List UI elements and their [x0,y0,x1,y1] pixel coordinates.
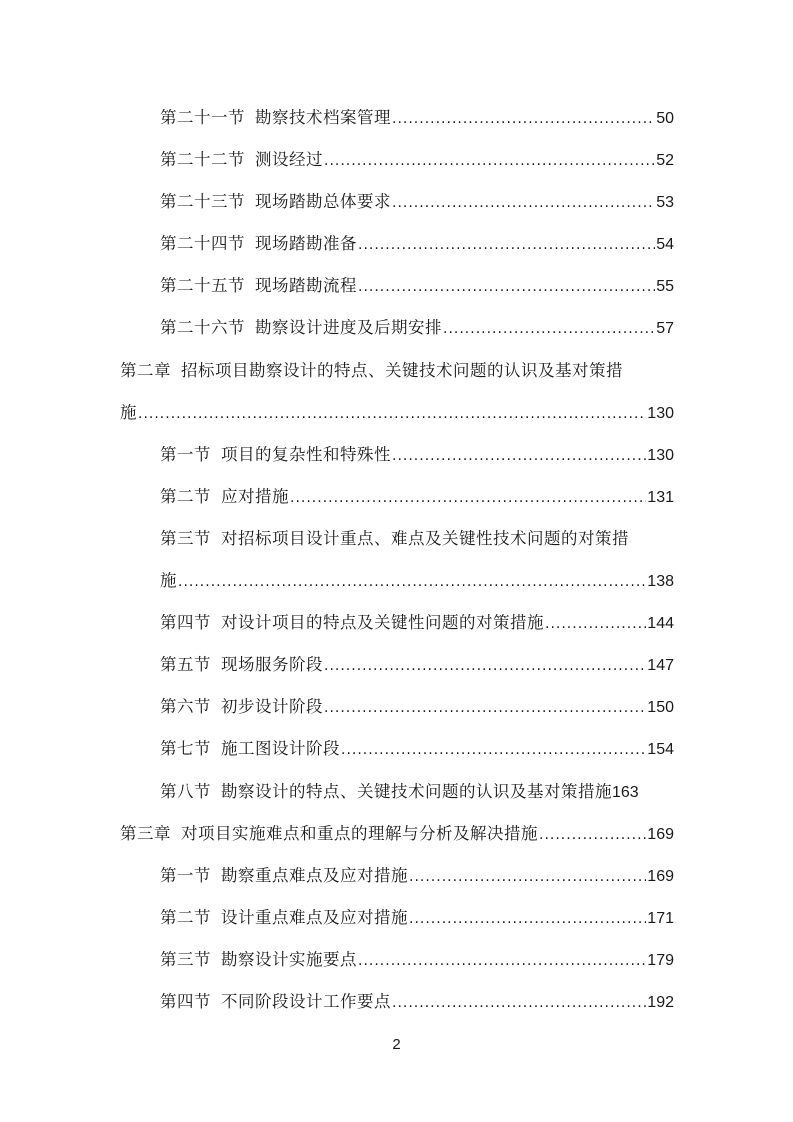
toc-entry-page: 54 [656,236,674,254]
toc-entry[interactable] [120,434,674,476]
toc-entry[interactable] [120,644,674,686]
dot-leader [443,308,655,350]
dot-leader [324,140,655,182]
toc-entry-continuation[interactable] [120,560,674,602]
toc-entry-number: 第五节 [160,655,211,675]
toc-entry-page: 169 [647,825,674,843]
toc-entry-title: 勘察技术档案管理 [255,108,391,127]
toc-entry-number: 第二十四节 [160,234,245,254]
toc-entry-page: 150 [647,699,674,717]
toc-entry-page: 179 [647,951,674,969]
toc-entry[interactable] [120,602,674,644]
toc-entry-title: 应对措施 [221,486,289,506]
toc-entry-number: 第二节 [160,907,211,927]
toc-entry-page: 50 [656,110,674,127]
toc-entry-title: 现场踏勘准备 [255,234,357,254]
toc-entry-number: 第六节 [160,697,211,717]
toc-entry[interactable] [120,307,674,349]
toc-entry-title: 招标项目勘察设计的特点、关键技术问题的认识及基对策措 [181,360,623,380]
toc-entry[interactable] [120,686,674,728]
toc-entry-page: 147 [647,657,674,675]
toc-entry-page: 131 [647,488,674,506]
toc-entry-title-continuation: 施 [160,571,177,591]
dot-leader [539,814,646,856]
toc-entry-title: 勘察设计进度及后期安排 [255,318,442,338]
toc-entry[interactable] [120,139,674,181]
dot-leader [545,603,646,645]
toc-entry-title: 不同阶段设计工作要点 [221,991,391,1011]
dot-leader [358,940,646,982]
toc-entry-number: 第一节 [160,865,211,885]
toc-entry-page: 57 [656,320,674,338]
toc-entry-number: 第七节 [160,739,211,759]
toc-entry-page: 169 [647,867,674,885]
toc-entry-title: 现场踏勘流程 [255,276,357,296]
toc-entry-number: 第二十二节 [160,150,245,170]
table-of-contents [120,97,674,1023]
toc-entry-number: 第二十三节 [160,192,245,212]
toc-entry[interactable] [120,223,674,265]
toc-entry-number: 第三章 [120,823,171,843]
dot-leader [409,898,646,940]
dot-leader [409,856,646,898]
toc-entry[interactable] [120,476,674,518]
dot-leader [324,687,646,729]
toc-chapter-entry-continuation[interactable] [120,392,674,434]
toc-entry-number: 第四节 [160,991,211,1011]
toc-entry-page: 130 [647,446,674,464]
toc-entry-title: 对招标项目设计重点、难点及关键性技术问题的对策措 [221,528,629,548]
dot-leader [392,98,655,140]
dot-leader [358,224,655,266]
toc-chapter-entry[interactable] [120,350,674,392]
toc-entry-number: 第二节 [160,486,211,506]
toc-entry-title: 勘察设计的特点、关键技术问题的认识及基对策措施 [221,781,612,801]
toc-entry-title: 项目的复杂性和特殊性 [221,444,391,464]
toc-entry[interactable] [120,97,674,139]
toc-entry-number: 第三节 [160,949,211,969]
dot-leader [392,435,646,477]
toc-entry-number: 第二十一节 [160,108,245,127]
toc-entry-page: 163 [612,783,639,801]
dot-leader [324,645,646,687]
toc-entry-page: 55 [656,278,674,296]
toc-entry-number: 第三节 [160,528,211,548]
toc-entry[interactable] [120,897,674,939]
dot-leader [392,182,655,224]
toc-entry-title: 勘察重点难点及应对措施 [221,865,408,885]
toc-entry[interactable] [120,771,674,813]
dot-leader [178,561,646,603]
toc-entry[interactable] [120,265,674,307]
toc-entry-page: 138 [647,573,674,591]
toc-entry-number: 第四节 [160,613,211,633]
toc-entry-number: 第八节 [160,781,211,801]
toc-entry-title: 施工图设计阶段 [221,739,340,759]
toc-entry[interactable] [120,981,674,1023]
toc-entry-title: 对项目实施难点和重点的理解与分析及解决措施 [181,823,538,843]
toc-entry-title: 现场踏勘总体要求 [255,192,391,212]
toc-entry-number: 第二章 [120,360,171,380]
toc-entry-page: 171 [647,909,674,927]
toc-entry-number: 第一节 [160,444,211,464]
toc-chapter-entry[interactable] [120,813,674,855]
toc-entry-page: 52 [656,152,674,170]
toc-entry-title: 初步设计阶段 [221,697,323,717]
dot-leader [392,982,646,1024]
toc-entry-number: 第二十六节 [160,318,245,338]
toc-entry[interactable] [120,939,674,981]
dot-leader [290,477,646,519]
toc-entry-title: 测设经过 [255,150,323,170]
toc-entry-title: 现场服务阶段 [221,655,323,675]
toc-entry-title: 设计重点难点及应对措施 [221,907,408,927]
toc-entry[interactable] [120,181,674,223]
toc-entry-page: 192 [647,993,674,1011]
toc-entry-page: 53 [656,194,674,212]
toc-entry-title: 勘察设计实施要点 [221,949,357,969]
toc-entry-title: 对设计项目的特点及关键性问题的对策措施 [221,613,544,633]
toc-entry-number: 第二十五节 [160,276,245,296]
toc-entry-page: 144 [647,615,674,633]
dot-leader [138,393,646,435]
toc-entry-title-continuation: 施 [120,402,137,422]
toc-entry-page: 154 [647,741,674,759]
toc-entry[interactable] [120,855,674,897]
dot-leader [358,266,655,308]
toc-entry[interactable] [120,518,674,560]
toc-entry-page: 130 [647,404,674,422]
page-number: 2 [392,1036,401,1053]
toc-entry[interactable] [120,728,674,770]
dot-leader [341,729,646,771]
